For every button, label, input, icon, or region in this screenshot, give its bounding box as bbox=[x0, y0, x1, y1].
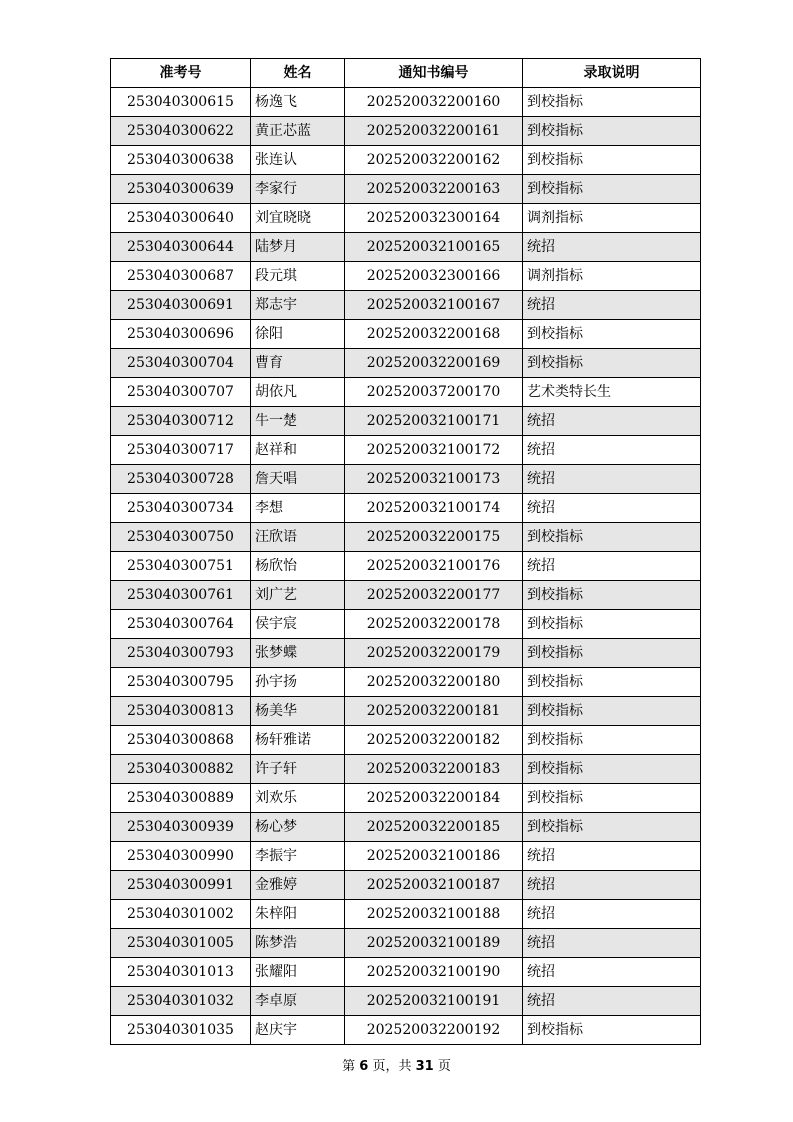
cell-name: 陆梦月 bbox=[251, 233, 345, 262]
cell-name: 赵庆宇 bbox=[251, 1016, 345, 1045]
cell-notice-number: 202520032200162 bbox=[345, 146, 523, 175]
table-row bbox=[111, 436, 701, 465]
cell-admission-note: 统招 bbox=[523, 958, 701, 987]
cell-name: 曹育 bbox=[251, 349, 345, 378]
cell-notice-number: 202520032100186 bbox=[345, 842, 523, 871]
cell-admission-note: 到校指标 bbox=[523, 697, 701, 726]
cell-exam-id: 253040300750 bbox=[111, 523, 251, 552]
cell-exam-id: 253040300717 bbox=[111, 436, 251, 465]
cell-notice-number: 202520032100174 bbox=[345, 494, 523, 523]
cell-notice-number: 202520032200178 bbox=[345, 610, 523, 639]
cell-notice-number: 202520032100190 bbox=[345, 958, 523, 987]
table-row bbox=[111, 407, 701, 436]
cell-admission-note: 统招 bbox=[523, 436, 701, 465]
cell-name: 汪欣语 bbox=[251, 523, 345, 552]
cell-admission-note: 到校指标 bbox=[523, 726, 701, 755]
cell-exam-id: 253040300761 bbox=[111, 581, 251, 610]
cell-admission-note: 统招 bbox=[523, 871, 701, 900]
cell-exam-id: 253040301002 bbox=[111, 900, 251, 929]
cell-name: 张梦蝶 bbox=[251, 639, 345, 668]
cell-exam-id: 253040300638 bbox=[111, 146, 251, 175]
cell-name: 张耀阳 bbox=[251, 958, 345, 987]
cell-name: 赵祥和 bbox=[251, 436, 345, 465]
cell-admission-note: 到校指标 bbox=[523, 668, 701, 697]
cell-exam-id: 253040300734 bbox=[111, 494, 251, 523]
cell-exam-id: 253040300691 bbox=[111, 291, 251, 320]
cell-admission-note: 统招 bbox=[523, 929, 701, 958]
table-row bbox=[111, 639, 701, 668]
table-row bbox=[111, 871, 701, 900]
footer-middle: 页，共 bbox=[372, 1059, 412, 1074]
table-row bbox=[111, 987, 701, 1016]
table-row bbox=[111, 88, 701, 117]
cell-admission-note: 到校指标 bbox=[523, 349, 701, 378]
cell-name: 杨轩雅诺 bbox=[251, 726, 345, 755]
cell-exam-id: 253040300640 bbox=[111, 204, 251, 233]
cell-admission-note: 到校指标 bbox=[523, 320, 701, 349]
table-row bbox=[111, 494, 701, 523]
header-admission-note: 录取说明 bbox=[523, 59, 701, 88]
cell-admission-note: 到校指标 bbox=[523, 146, 701, 175]
table-row bbox=[111, 726, 701, 755]
table-row bbox=[111, 958, 701, 987]
cell-admission-note: 调剂指标 bbox=[523, 262, 701, 291]
page-footer bbox=[0, 1055, 793, 1074]
cell-notice-number: 202520032100191 bbox=[345, 987, 523, 1016]
cell-notice-number: 202520032100176 bbox=[345, 552, 523, 581]
cell-exam-id: 253040301005 bbox=[111, 929, 251, 958]
header-name: 姓名 bbox=[251, 59, 345, 88]
cell-name: 张连认 bbox=[251, 146, 345, 175]
cell-notice-number: 202520032100188 bbox=[345, 900, 523, 929]
table-row bbox=[111, 204, 701, 233]
cell-name: 杨美华 bbox=[251, 697, 345, 726]
cell-name: 金雅婷 bbox=[251, 871, 345, 900]
cell-name: 徐阳 bbox=[251, 320, 345, 349]
cell-notice-number: 202520032200185 bbox=[345, 813, 523, 842]
cell-notice-number: 202520032100171 bbox=[345, 407, 523, 436]
header-exam-id: 准考号 bbox=[111, 59, 251, 88]
table-row bbox=[111, 610, 701, 639]
table-row bbox=[111, 842, 701, 871]
cell-name: 段元琪 bbox=[251, 262, 345, 291]
cell-admission-note: 统招 bbox=[523, 842, 701, 871]
cell-exam-id: 253040300712 bbox=[111, 407, 251, 436]
cell-notice-number: 202520032200168 bbox=[345, 320, 523, 349]
cell-exam-id: 253040300704 bbox=[111, 349, 251, 378]
cell-notice-number: 202520032200181 bbox=[345, 697, 523, 726]
cell-name: 李想 bbox=[251, 494, 345, 523]
cell-notice-number: 202520032100189 bbox=[345, 929, 523, 958]
footer-suffix: 页 bbox=[437, 1059, 451, 1074]
cell-name: 杨心梦 bbox=[251, 813, 345, 842]
table-row bbox=[111, 146, 701, 175]
table-row bbox=[111, 117, 701, 146]
table-row bbox=[111, 349, 701, 378]
cell-notice-number: 202520032200192 bbox=[345, 1016, 523, 1045]
cell-exam-id: 253040300813 bbox=[111, 697, 251, 726]
table-row bbox=[111, 697, 701, 726]
table-header-row bbox=[111, 59, 701, 88]
cell-name: 杨欣怡 bbox=[251, 552, 345, 581]
cell-notice-number: 202520032200169 bbox=[345, 349, 523, 378]
cell-exam-id: 253040300644 bbox=[111, 233, 251, 262]
cell-admission-note: 统招 bbox=[523, 291, 701, 320]
footer-page-number: 6 bbox=[359, 1059, 369, 1074]
table-row bbox=[111, 813, 701, 842]
table-row bbox=[111, 233, 701, 262]
cell-exam-id: 253040300764 bbox=[111, 610, 251, 639]
table-row bbox=[111, 262, 701, 291]
cell-notice-number: 202520032200161 bbox=[345, 117, 523, 146]
cell-admission-note: 统招 bbox=[523, 465, 701, 494]
header-notice-number: 通知书编号 bbox=[345, 59, 523, 88]
cell-admission-note: 到校指标 bbox=[523, 784, 701, 813]
cell-name: 李家行 bbox=[251, 175, 345, 204]
cell-admission-note: 到校指标 bbox=[523, 755, 701, 784]
cell-notice-number: 202520032200175 bbox=[345, 523, 523, 552]
cell-name: 李振宇 bbox=[251, 842, 345, 871]
cell-name: 李卓原 bbox=[251, 987, 345, 1016]
cell-name: 牛一楚 bbox=[251, 407, 345, 436]
cell-name: 朱梓阳 bbox=[251, 900, 345, 929]
cell-admission-note: 到校指标 bbox=[523, 610, 701, 639]
cell-admission-note: 到校指标 bbox=[523, 1016, 701, 1045]
cell-name: 刘宜晓晓 bbox=[251, 204, 345, 233]
cell-admission-note: 到校指标 bbox=[523, 581, 701, 610]
table-row bbox=[111, 291, 701, 320]
cell-notice-number: 202520032200180 bbox=[345, 668, 523, 697]
cell-admission-note: 统招 bbox=[523, 407, 701, 436]
cell-name: 郑志宇 bbox=[251, 291, 345, 320]
cell-name: 黄正芯蓝 bbox=[251, 117, 345, 146]
cell-admission-note: 到校指标 bbox=[523, 523, 701, 552]
cell-notice-number: 202520032200163 bbox=[345, 175, 523, 204]
cell-admission-note: 统招 bbox=[523, 900, 701, 929]
cell-exam-id: 253040300882 bbox=[111, 755, 251, 784]
cell-admission-note: 调剂指标 bbox=[523, 204, 701, 233]
cell-admission-note: 到校指标 bbox=[523, 88, 701, 117]
cell-admission-note: 统招 bbox=[523, 233, 701, 262]
cell-notice-number: 202520032100172 bbox=[345, 436, 523, 465]
table-row bbox=[111, 175, 701, 204]
cell-notice-number: 202520037200170 bbox=[345, 378, 523, 407]
cell-notice-number: 202520032200160 bbox=[345, 88, 523, 117]
table-row bbox=[111, 929, 701, 958]
table-row bbox=[111, 378, 701, 407]
cell-exam-id: 253040301035 bbox=[111, 1016, 251, 1045]
cell-notice-number: 202520032100165 bbox=[345, 233, 523, 262]
cell-admission-note: 艺术类特长生 bbox=[523, 378, 701, 407]
cell-notice-number: 202520032200179 bbox=[345, 639, 523, 668]
cell-admission-note: 统招 bbox=[523, 494, 701, 523]
cell-notice-number: 202520032100167 bbox=[345, 291, 523, 320]
table-row bbox=[111, 784, 701, 813]
cell-name: 陈梦浩 bbox=[251, 929, 345, 958]
cell-exam-id: 253040300639 bbox=[111, 175, 251, 204]
cell-exam-id: 253040300707 bbox=[111, 378, 251, 407]
table-row bbox=[111, 320, 701, 349]
cell-name: 侯宇宸 bbox=[251, 610, 345, 639]
cell-exam-id: 253040300751 bbox=[111, 552, 251, 581]
cell-name: 刘欢乐 bbox=[251, 784, 345, 813]
table-row bbox=[111, 668, 701, 697]
cell-name: 詹天唱 bbox=[251, 465, 345, 494]
footer-total-pages: 31 bbox=[415, 1059, 434, 1074]
cell-exam-id: 253040300615 bbox=[111, 88, 251, 117]
cell-admission-note: 到校指标 bbox=[523, 639, 701, 668]
cell-notice-number: 202520032100187 bbox=[345, 871, 523, 900]
cell-name: 胡依凡 bbox=[251, 378, 345, 407]
cell-notice-number: 202520032200184 bbox=[345, 784, 523, 813]
table-row bbox=[111, 581, 701, 610]
cell-name: 许子轩 bbox=[251, 755, 345, 784]
cell-exam-id: 253040300990 bbox=[111, 842, 251, 871]
table-row bbox=[111, 755, 701, 784]
table-row bbox=[111, 465, 701, 494]
table-row bbox=[111, 1016, 701, 1045]
cell-notice-number: 202520032200177 bbox=[345, 581, 523, 610]
cell-exam-id: 253040300696 bbox=[111, 320, 251, 349]
cell-admission-note: 到校指标 bbox=[523, 175, 701, 204]
cell-notice-number: 202520032300166 bbox=[345, 262, 523, 291]
cell-notice-number: 202520032300164 bbox=[345, 204, 523, 233]
cell-exam-id: 253040300622 bbox=[111, 117, 251, 146]
cell-name: 杨逸飞 bbox=[251, 88, 345, 117]
cell-admission-note: 统招 bbox=[523, 552, 701, 581]
footer-prefix: 第 bbox=[342, 1059, 356, 1074]
cell-notice-number: 202520032200183 bbox=[345, 755, 523, 784]
cell-admission-note: 统招 bbox=[523, 987, 701, 1016]
cell-name: 孙宇扬 bbox=[251, 668, 345, 697]
cell-exam-id: 253040300939 bbox=[111, 813, 251, 842]
cell-exam-id: 253040300795 bbox=[111, 668, 251, 697]
cell-exam-id: 253040300991 bbox=[111, 871, 251, 900]
admission-table bbox=[110, 58, 701, 1045]
cell-name: 刘广艺 bbox=[251, 581, 345, 610]
table-row bbox=[111, 552, 701, 581]
cell-admission-note: 到校指标 bbox=[523, 813, 701, 842]
cell-exam-id: 253040301013 bbox=[111, 958, 251, 987]
cell-exam-id: 253040300793 bbox=[111, 639, 251, 668]
cell-exam-id: 253040300728 bbox=[111, 465, 251, 494]
cell-exam-id: 253040300889 bbox=[111, 784, 251, 813]
table-body bbox=[111, 88, 701, 1045]
table-row bbox=[111, 523, 701, 552]
cell-notice-number: 202520032200182 bbox=[345, 726, 523, 755]
cell-admission-note: 到校指标 bbox=[523, 117, 701, 146]
cell-exam-id: 253040301032 bbox=[111, 987, 251, 1016]
table-row bbox=[111, 900, 701, 929]
cell-exam-id: 253040300687 bbox=[111, 262, 251, 291]
cell-notice-number: 202520032100173 bbox=[345, 465, 523, 494]
cell-exam-id: 253040300868 bbox=[111, 726, 251, 755]
